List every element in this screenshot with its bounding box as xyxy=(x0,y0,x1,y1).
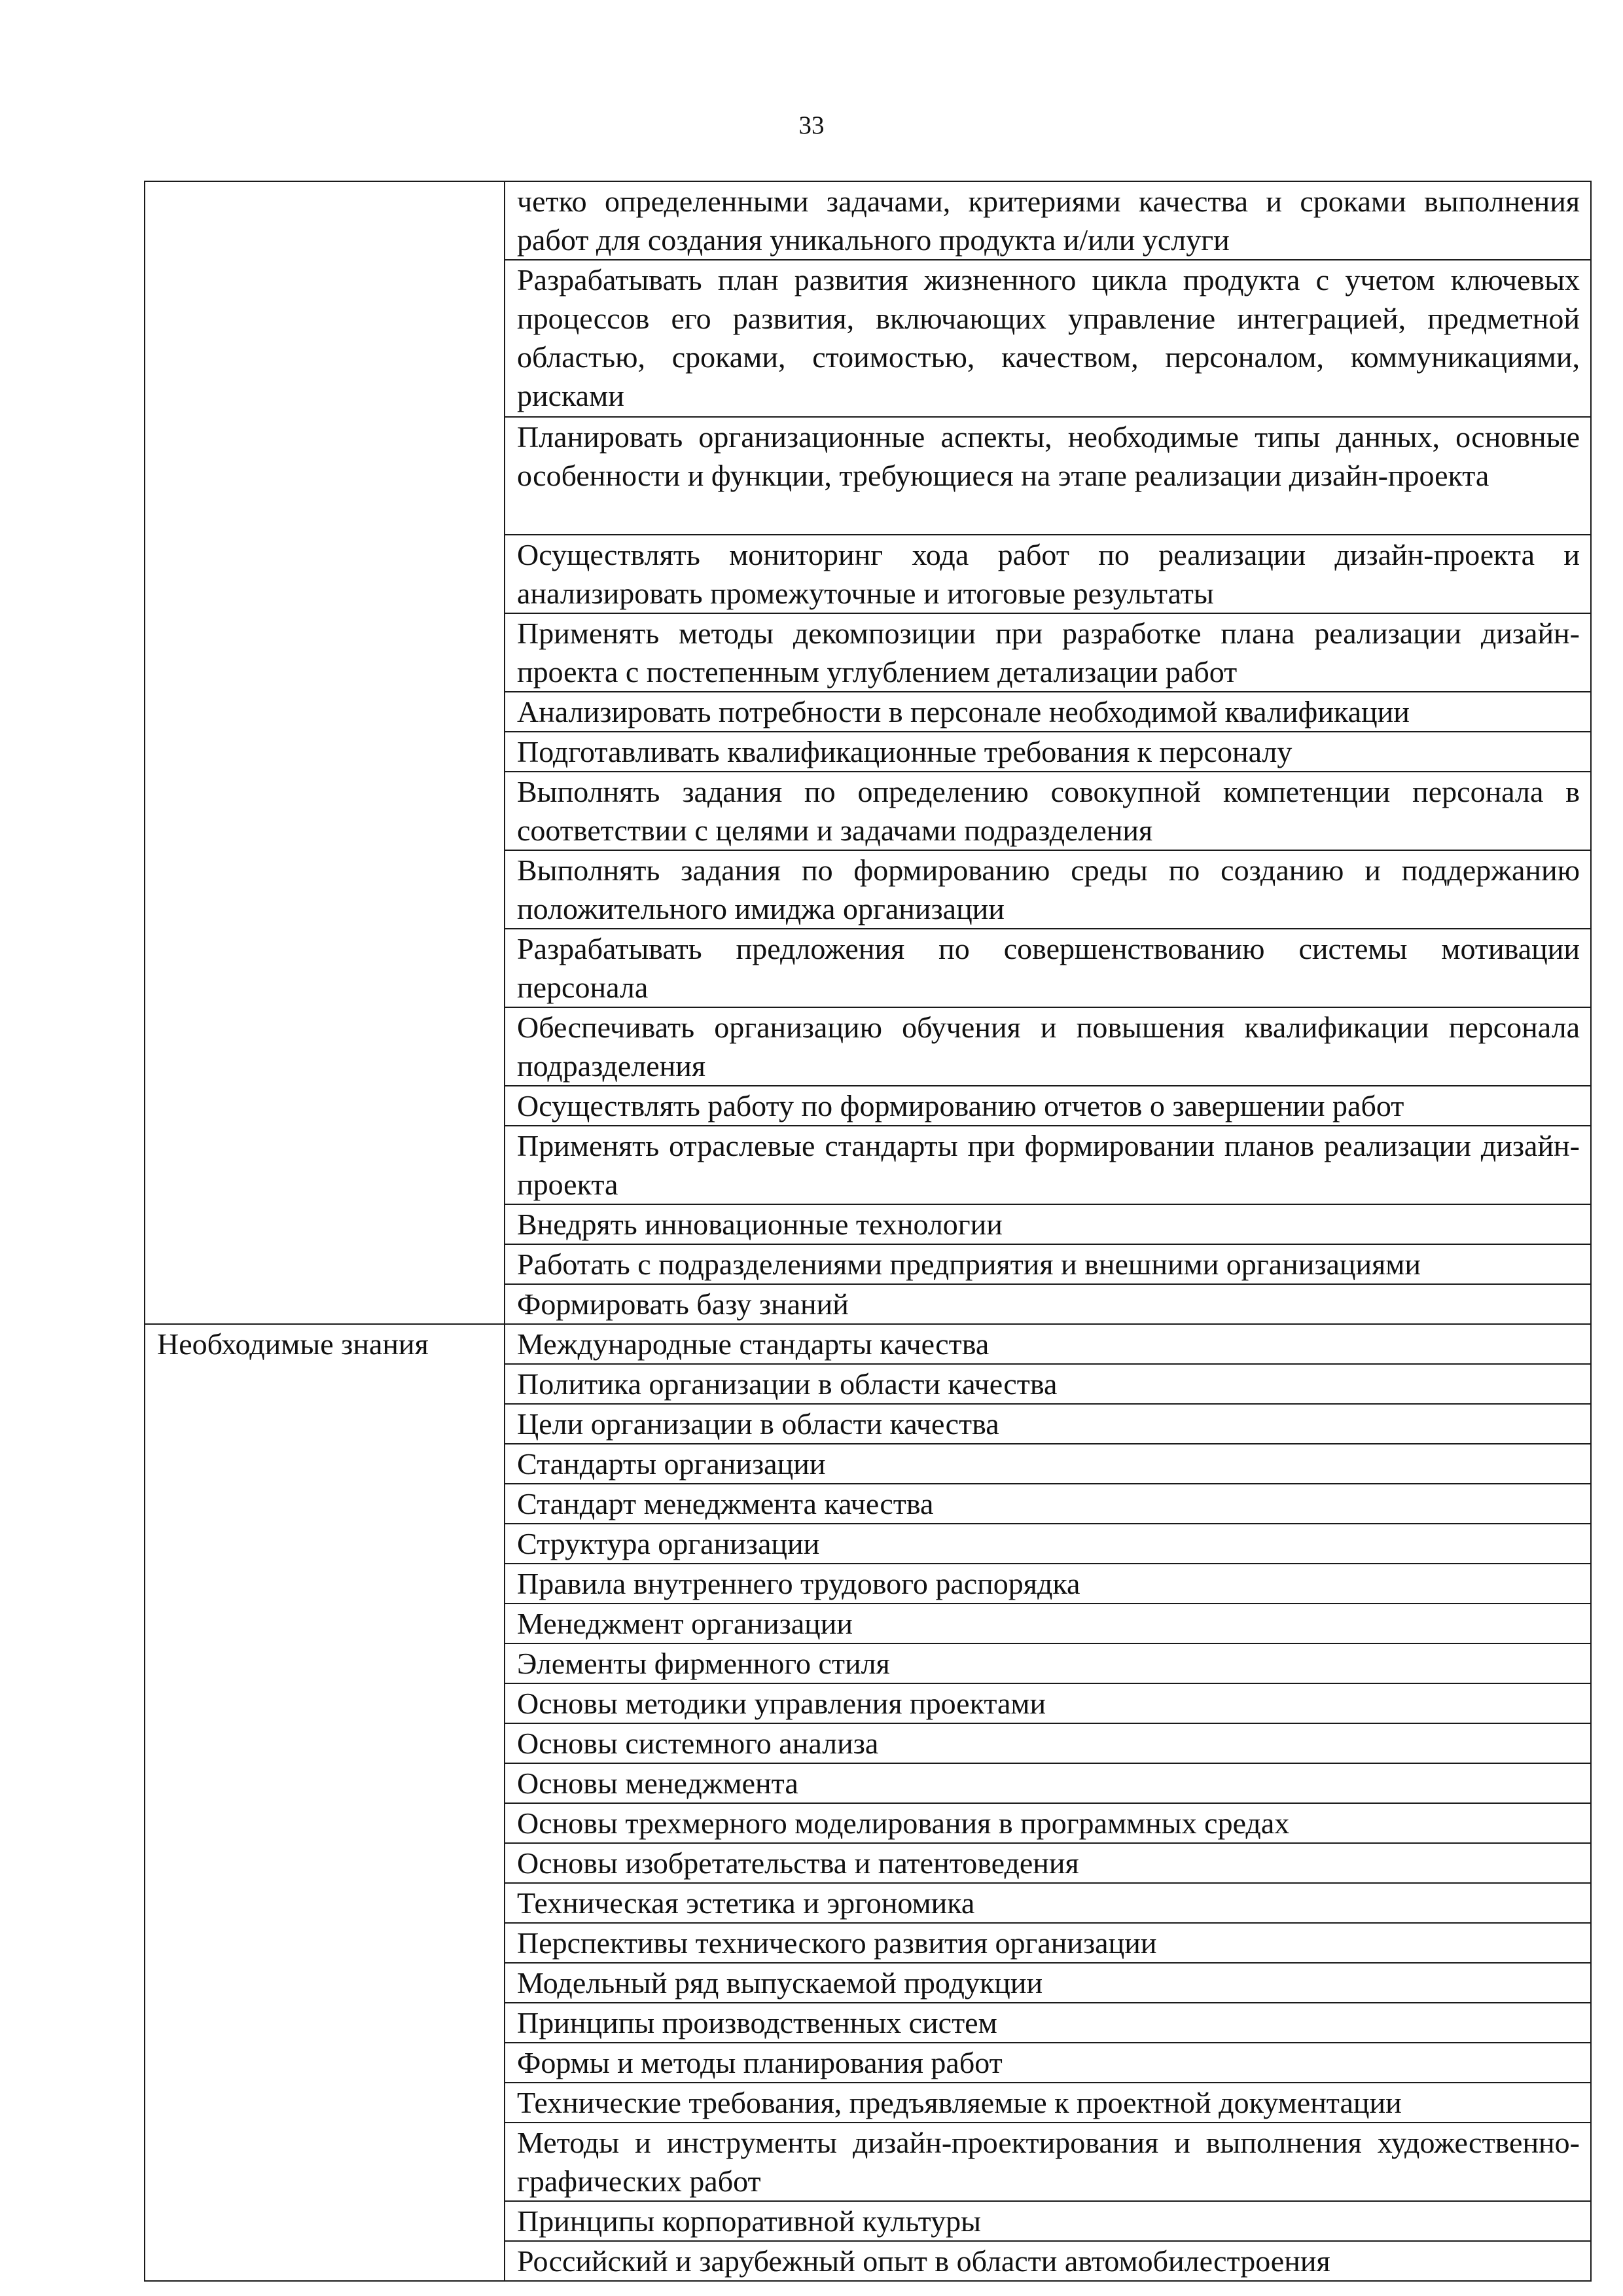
skill-item: Обеспечивать организацию обучения и повышения квалификации персонала подразделения xyxy=(505,1007,1591,1086)
skill-item: Применять методы декомпозиции при разработке плана реализации дизайн-проекта с постепенным углублением детализации работ xyxy=(505,613,1591,692)
knowledge-item: Основы изобретательства и патентоведения xyxy=(505,1843,1591,1883)
skill-item: Выполнять задания по определению совокупной компетенции персонала в соответствии с целями и задачами подразделения xyxy=(505,772,1591,850)
knowledge-item: Методы и инструменты дизайн-проектирования и выполнения художественно-графических работ xyxy=(505,2123,1591,2201)
skill-item: Формировать базу знаний xyxy=(505,1284,1591,1324)
knowledge-label-cell: Необходимые знания xyxy=(145,1324,505,2281)
knowledge-item: Цели организации в области качества xyxy=(505,1404,1591,1444)
knowledge-item: Принципы корпоративной культуры xyxy=(505,2201,1591,2241)
skill-item: Разрабатывать план развития жизненного цикла продукта с учетом ключевых процессов его развития, включающих управление интеграцией, предметной областью, сроками, стоимостью, качеством, персоналом, коммуникациями, рисками xyxy=(505,260,1591,417)
table-row xyxy=(145,1324,1591,1364)
requirements-table xyxy=(144,181,1592,2282)
knowledge-item: Элементы фирменного стиля xyxy=(505,1643,1591,1683)
knowledge-item: Техническая эстетика и эргономика xyxy=(505,1883,1591,1923)
knowledge-item: Менеджмент организации xyxy=(505,1604,1591,1643)
skill-item: Применять отраслевые стандарты при формировании планов реализации дизайн-проекта xyxy=(505,1126,1591,1204)
knowledge-item: Формы и методы планирования работ xyxy=(505,2043,1591,2083)
skill-item: Выполнять задания по формированию среды по созданию и поддержанию положительного имиджа организации xyxy=(505,850,1591,929)
knowledge-item: Стандарты организации xyxy=(505,1444,1591,1484)
skill-item: Разрабатывать предложения по совершенствованию системы мотивации персонала xyxy=(505,929,1591,1007)
skill-item: Подготавливать квалификационные требования к персоналу xyxy=(505,732,1591,772)
knowledge-item: Основы системного анализа xyxy=(505,1723,1591,1763)
knowledge-item: Технические требования, предъявляемые к проектной документации xyxy=(505,2083,1591,2123)
knowledge-item: Правила внутреннего трудового распорядка xyxy=(505,1564,1591,1604)
knowledge-item: Структура организации xyxy=(505,1524,1591,1564)
table-row xyxy=(145,181,1591,260)
knowledge-item: Перспективы технического развития организации xyxy=(505,1923,1591,1963)
knowledge-item: Принципы производственных систем xyxy=(505,2003,1591,2043)
knowledge-item: Российский и зарубежный опыт в области автомобилестроения xyxy=(505,2241,1591,2281)
skill-item: четко определенными задачами, критериями качества и сроками выполнения работ для создания уникального продукта и/или услуги xyxy=(505,181,1591,260)
page-number: 33 xyxy=(798,111,825,139)
knowledge-item: Основы трехмерного моделирования в программных средах xyxy=(505,1803,1591,1843)
skill-item: Работать с подразделениями предприятия и внешними организациями xyxy=(505,1244,1591,1284)
skill-item: Осуществлять мониторинг хода работ по реализации дизайн-проекта и анализировать промежуточные и итоговые результаты xyxy=(505,535,1591,613)
skill-item: Внедрять инновационные технологии xyxy=(505,1204,1591,1244)
skill-item: Планировать организационные аспекты, необходимые типы данных, основные особенности и функции, требующиеся на этапе реализации дизайн-проекта xyxy=(505,417,1591,535)
skill-item: Осуществлять работу по формированию отчетов о завершении работ xyxy=(505,1086,1591,1126)
table-body xyxy=(145,181,1591,2281)
knowledge-item: Основы методики управления проектами xyxy=(505,1683,1591,1723)
knowledge-item: Политика организации в области качества xyxy=(505,1364,1591,1404)
knowledge-item: Основы менеджмента xyxy=(505,1763,1591,1803)
skill-item: Анализировать потребности в персонале необходимой квалификации xyxy=(505,692,1591,732)
knowledge-item: Модельный ряд выпускаемой продукции xyxy=(505,1963,1591,2003)
skills-label-cell xyxy=(145,181,505,1324)
knowledge-item: Стандарт менеджмента качества xyxy=(505,1484,1591,1524)
knowledge-item: Международные стандарты качества xyxy=(505,1324,1591,1364)
